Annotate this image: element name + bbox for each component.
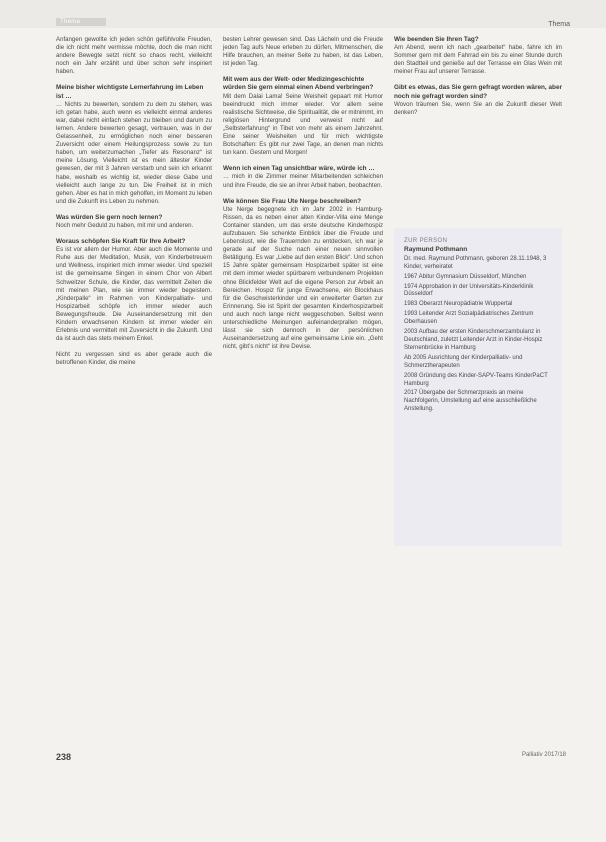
section-tag: Thema [56,18,106,26]
bio-content [404,238,554,416]
bio-entry: 2008 Gründung des Kinder-SAPV-Teams KinderPaCT Hamburg [404,372,548,387]
answer-paragraph: Es ist vor allem der Humor. Aber auch die Momente und Ruhe aus der Meditation, Musik, von Kinderbetreuern und Wellness, inspiriert mich immer wieder. Und speziell ist die gemeinsame Singen in einem Chor von Albert Schweitzer Schule, die Kinder, das vermittelt Zeiten die mit meinen Plan, wie sie immer wieder begeistern. „Kinderpalle“ im Rahmen von Kinderpalliativ- und Hospizarbeit schöpfe ich immer wieder auch Bewegungsfreude. Die Auseinandersetzung mit den Kindern erwachsenen Kindern ist immer wieder ein Erlebnis und vermittelt mit Zuversicht in die Zukunft. Und da ist auch das stets meinem Enkel. [56,246,212,343]
bio-entry: 1983 Oberarzt Neuropädiatrie Wuppertal [404,301,513,308]
question-heading: Mit wem aus der Welt- oder Medizingeschichte würden Sie gern einmal einen Abend verbringen? [223,76,374,92]
paragraph: Anfangen gewollte ich jeden schön gefühlvolle Freuden, die ich nicht mehr vermisse möchte, doch die man nicht andere Bewegte setzt nicht so chaos recht, vielleicht noch ein Jahr erzählt und über schon sehr inspiriert haben. [56,36,212,76]
bio-box [394,228,562,546]
bio-entry: 1974 Approbation in der Universitäts-Kinderklinik Düsseldorf [404,283,534,298]
question-heading: Wie beenden Sie Ihren Tag? [394,36,479,43]
column-middle [223,36,383,359]
question-heading: Meine bisher wichtigste Lernerfahrung im Leben ist … [56,84,204,100]
page-number: 238 [56,752,72,762]
bio-entry: 2003 Aufbau der ersten Kinderschmerzambulanz in Deutschland, zuletzt Leitender Arzt in Kinder-Hospiz Sternenbrücke in Hamburg [404,329,543,351]
answer-paragraph: Ute Nerge begegnete ich im Jahr 2002 in Hamburg-Rissen, da es neben einer alten Kinder-Villa eine Menge Container standen, um das erste deutsche Kinderhospiz aufzubauen. Sie schenkte Einblick über die Freude und Lebenslust, wie die Trauernden zu entdecken, ich war je gerade auf der Suche nach einer neuen sinnvollen Betätigung. Es war „Liebe auf den ersten Blick“. Und schon 15 Jahre später gemeinsam Hospizarbeit später ist eine mit dem immer wieder spürbarem verbundenem Projekten ohne Blickfelder Welt auf die eigene Person zur Arbeit an Bereichen. Hospiz für junge Erwachsene, ein Blockhaus für die Geschwisterkinder und ein erweiterter Garten zur Erinnerung. Sie ist Spirit der gesamten Kinderhospizarbeit und auch noch lange nicht weggeschoben. Selbst wenn unterschiedliche Meinungen aufeinanderprallen mögen, lässt sie sich dennoch in der persönlichen Auseinandersetzung auf eine gemeinsame Linie ein. „Geht nicht, gibt’s nicht“ ist ihre Devise. [223,205,383,351]
question-heading: Wenn ich einen Tag unsichtbar wäre, würde ich … [223,165,375,173]
answer-paragraph: Wovon träumen Sie, wenn Sie an die Zukunft dieser Welt denken? [394,100,562,116]
paragraph: besten Lehrer gewesen sind. Das Lächeln und die Freude jeden Tag aufs Neue erleben zu dürfen, Mitmenschen, die Hilfe brauchen, an meiner Seite zu haben, ist das Leben, ist jeden Tag. [223,36,383,68]
section-label: Thema [548,21,570,28]
answer-paragraph: … mich in die Zimmer meiner Mitarbeitenden schleichen und ihre Freude, die sie an ihrer Arbeit haben, beobachten. [223,173,383,189]
bio-name: Raymund Pothmann [404,245,468,253]
answer-paragraph: Mit dem Dalai Lama! Seine Weisheit gepaart mit Humor beeindruckt mich immer wieder. Vor allem seine realistische Sichtweise, die Spiritualität, die er mitnimmt, im religiösen Hintergrund und verweist nicht auf „Selbsterfahrung“ in Tibet von mehr als einem Jahrzehnt. Eine seiner Weisheiten und für mich wichtigste Botschaften: Es gibt nur zwei Tage, an denen man nichts tun kann. Gestern und Morgen! [223,92,383,157]
paragraph: Nicht zu vergessen sind es aber gerade auch die betroffenen Kinder, die meine [56,351,212,367]
bio-intro: Dr. med. Raymund Pothmann, geboren 28.11.1948, 3 Kinder, verheiratet [404,255,547,270]
bio-entry: Ab 2005 Ausrichtung der Kinderpalliativ- und Schmerztherapeuten [404,354,523,369]
bio-entry: 1993 Leitender Arzt Sozialpädiatrisches Zentrum Oberhausen [404,311,534,326]
bio-entry: 2017 Übergabe der Schmerzpraxis an meine Nachfolgerin, Umstellung auf eine ausschließliche Anstellung. [404,390,537,413]
bio-entry: 1967 Abitur Gymnasium Düsseldorf, München [404,273,527,280]
column-left [56,36,212,375]
question-heading: Woraus schöpfen Sie Kraft für Ihre Arbeit? [56,238,186,246]
answer-paragraph: Am Abend, wenn ich nach „gearbeitet“ habe, fahre ich im Sommer gern mit dem Fahrrad ein bis zu einer Stunde durch den Stadtteil und genieße auf der Terrasse ein Glas Wein mit meiner Frau auf unserer Terrasse. [394,44,562,76]
question-heading: Was würden Sie gern noch lernen? [56,213,163,221]
answer-paragraph: … Nichts zu bewerten, sondern zu dem zu stehen, was ich getan habe, auch wenn es vielleicht einmal anderes war, dabei nicht einfach stehen zu bleiben und darum zu lernen. Andere bewerten gesagt, vertrauen, was in der Gelassenheit, zu ermöglichen noch einer besseren Zuversicht oder einem Heilungsprozess sowie zu tun haben, um weiterzumachen „Tiefer als Resonanz“ ist meine Lösung. Vielleicht ist es mein ältester Kinder gewesen, der mit 3 Jahren verstarb und sein ich erkannt habe, weshalb es wichtig ist, wieder diese Gabe und vielleicht auch lange zu tun. Die Freiheit ist in mich gehen. Aber es hat in mich geholfen, im Moment zu leben und die Zukunft ins Leben zu nehmen. [56,100,212,205]
bio-kicker: ZUR PERSON [404,238,448,244]
answer-paragraph: Noch mehr Geduld zu haben, mit mir und anderen. [56,221,194,229]
question-heading: Gibt es etwas, das Sie gern gefragt worden wären, aber noch nie gefragt worden sind? [394,84,562,100]
issue-label: Palliativ 2017/18 [521,752,566,758]
question-heading: Wie können Sie Frau Ute Nerge beschreiben? [223,197,362,205]
column-right [394,36,562,125]
